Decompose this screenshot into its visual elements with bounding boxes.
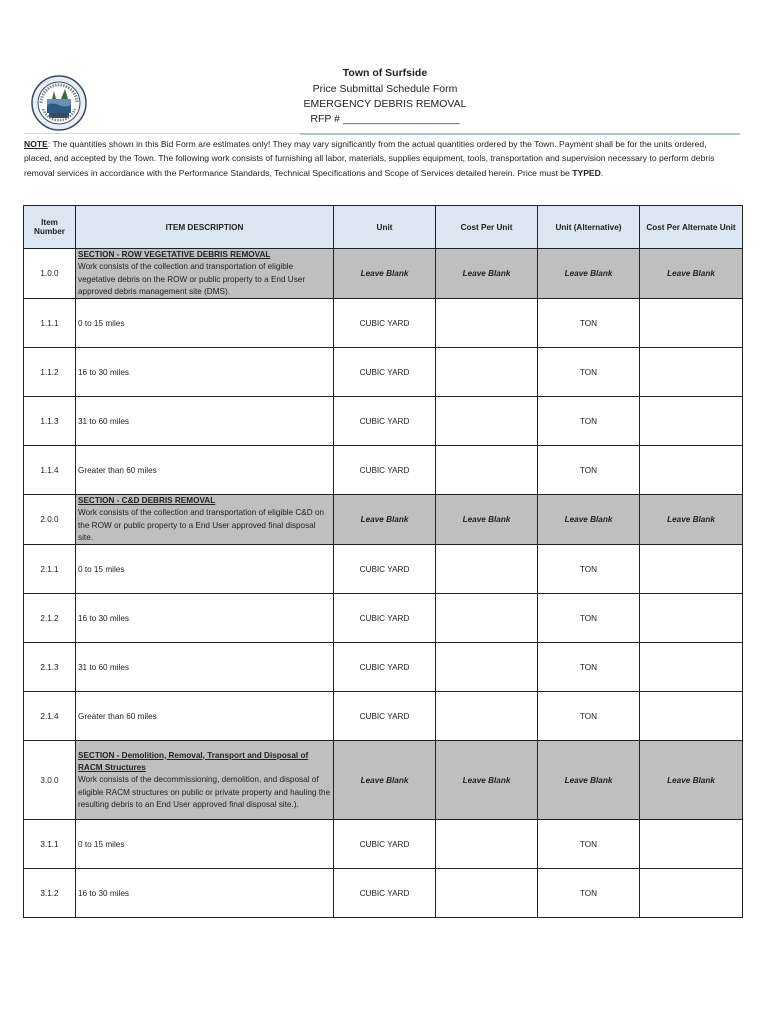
item-number: 3.1.1 — [24, 820, 76, 869]
section-body: Work consists of the collection and transportation of eligible C&D on the ROW or public property to a End User approved final disposal site. — [78, 508, 325, 543]
leave-blank-unit: Leave Blank — [334, 249, 436, 299]
item-description: 0 to 15 miles — [76, 820, 334, 869]
item-description: 0 to 15 miles — [76, 545, 334, 594]
table-row — [24, 820, 743, 869]
item-description: Greater than 60 miles — [76, 692, 334, 741]
unit-cell: CUBIC YARD — [334, 397, 436, 446]
section-body: Work consists of the decommissioning, demolition, and disposal of eligible RACM structures on public or private property and hauling the resulting debris to an End User approved final disposal site.). — [78, 775, 331, 809]
town-name: Town of Surfside — [342, 67, 428, 79]
cost-per-alt-input[interactable] — [640, 348, 743, 397]
header-item-number: Item Number — [24, 206, 76, 249]
unit-alt-cell: TON — [538, 643, 640, 692]
price-schedule-table — [23, 205, 743, 918]
section-title: SECTION - C&D DEBRIS REMOVAL — [78, 496, 216, 506]
item-number: 2.1.3 — [24, 643, 76, 692]
cost-per-unit-input[interactable] — [436, 348, 538, 397]
table-row — [24, 348, 743, 397]
unit-cell: CUBIC YARD — [334, 594, 436, 643]
cost-per-alt-input[interactable] — [640, 594, 743, 643]
cost-per-alt-input[interactable] — [640, 820, 743, 869]
unit-cell: CUBIC YARD — [334, 299, 436, 348]
item-number: 2.0.0 — [24, 495, 76, 545]
cost-per-alt-input[interactable] — [640, 397, 743, 446]
form-subtitle: EMERGENCY DEBRIS REMOVAL — [303, 98, 467, 110]
header-unit-alternative: Unit (Alternative) — [538, 206, 640, 249]
cost-per-unit-input[interactable] — [436, 397, 538, 446]
cost-per-alt-input[interactable] — [640, 692, 743, 741]
form-title: Price Submittal Schedule Form — [312, 83, 458, 95]
unit-cell: CUBIC YARD — [334, 643, 436, 692]
item-description: 16 to 30 miles — [76, 348, 334, 397]
leave-blank-cost: Leave Blank — [436, 741, 538, 820]
rfp-number: RFP # ____________________ — [310, 113, 460, 125]
leave-blank-unit-alt: Leave Blank — [538, 741, 640, 820]
unit-cell: CUBIC YARD — [334, 869, 436, 918]
unit-alt-cell: TON — [538, 594, 640, 643]
header-divider — [300, 133, 740, 135]
cost-per-unit-input[interactable] — [436, 594, 538, 643]
unit-alt-cell: TON — [538, 299, 640, 348]
table-row — [24, 299, 743, 348]
table-row — [24, 397, 743, 446]
item-number: 2.1.2 — [24, 594, 76, 643]
cost-per-unit-input[interactable] — [436, 643, 538, 692]
item-description: Greater than 60 miles — [76, 446, 334, 495]
table-row — [24, 643, 743, 692]
section-description — [76, 741, 334, 820]
header-description: ITEM DESCRIPTION — [76, 206, 334, 249]
header-cost-per-alternate-unit: Cost Per Alternate Unit — [640, 206, 743, 249]
cost-per-unit-input[interactable] — [436, 820, 538, 869]
cost-per-unit-input[interactable] — [436, 545, 538, 594]
item-description: 16 to 30 miles — [76, 594, 334, 643]
cost-per-alt-input[interactable] — [640, 643, 743, 692]
unit-alt-cell: TON — [538, 446, 640, 495]
cost-per-alt-input[interactable] — [640, 545, 743, 594]
table-row — [24, 594, 743, 643]
section-row — [24, 495, 743, 545]
cost-per-unit-input[interactable] — [436, 446, 538, 495]
cost-per-alt-input[interactable] — [640, 869, 743, 918]
leave-blank-unit-alt: Leave Blank — [538, 495, 640, 545]
unit-alt-cell: TON — [538, 869, 640, 918]
header-divider-left — [24, 133, 300, 134]
section-title: SECTION - Demolition, Removal, Transport and Disposal of RACM Structures — [78, 750, 309, 772]
table-row — [24, 545, 743, 594]
header-cost-per-unit: Cost Per Unit — [436, 206, 538, 249]
cost-per-unit-input[interactable] — [436, 299, 538, 348]
item-number: 1.1.1 — [24, 299, 76, 348]
item-description: 0 to 15 miles — [76, 299, 334, 348]
leave-blank-unit: Leave Blank — [334, 495, 436, 545]
unit-alt-cell: TON — [538, 397, 640, 446]
unit-cell: CUBIC YARD — [334, 446, 436, 495]
bid-note: NOTE: The quantities shown in this Bid Form are estimates only! They may vary significantly from the actual quantities ordered by the Town. Payment shall be for the units ordered, placed, and accepted by the Town. The following work consists of furnishing all labor, materials, supplies equipment, tools, transportation and supervision necessary to perform debris removal services in accordance with the Performance Standards, Technical Specifications and Scope of Services detailed herein. Price must be TYPED. — [24, 139, 715, 178]
leave-blank-unit-alt: Leave Blank — [538, 249, 640, 299]
unit-alt-cell: TON — [538, 348, 640, 397]
item-number: 2.1.1 — [24, 545, 76, 594]
item-number: 1.0.0 — [24, 249, 76, 299]
table-row — [24, 869, 743, 918]
leave-blank-unit: Leave Blank — [334, 741, 436, 820]
item-description: 31 to 60 miles — [76, 643, 334, 692]
item-number: 1.1.4 — [24, 446, 76, 495]
table-row — [24, 446, 743, 495]
section-row — [24, 741, 743, 820]
note-label: NOTE — [24, 139, 48, 149]
unit-alt-cell: TON — [538, 692, 640, 741]
leave-blank-cost-alt: Leave Blank — [640, 495, 743, 545]
leave-blank-cost-alt: Leave Blank — [640, 741, 743, 820]
section-title: SECTION - ROW VEGETATIVE DEBRIS REMOVAL — [78, 250, 271, 259]
item-number: 2.1.4 — [24, 692, 76, 741]
leave-blank-cost: Leave Blank — [436, 249, 538, 299]
table-row — [24, 692, 743, 741]
unit-cell: CUBIC YARD — [334, 692, 436, 741]
leave-blank-cost-alt: Leave Blank — [640, 249, 743, 299]
unit-alt-cell: TON — [538, 545, 640, 594]
town-seal-logo — [31, 75, 87, 131]
cost-per-alt-input[interactable] — [640, 446, 743, 495]
cost-per-alt-input[interactable] — [640, 299, 743, 348]
unit-cell: CUBIC YARD — [334, 545, 436, 594]
unit-alt-cell: TON — [538, 820, 640, 869]
item-description: 16 to 30 miles — [76, 869, 334, 918]
section-description — [76, 495, 334, 545]
item-number: 3.0.0 — [24, 741, 76, 820]
header-unit: Unit — [334, 206, 436, 249]
unit-cell: CUBIC YARD — [334, 348, 436, 397]
section-row — [24, 249, 743, 299]
section-body: Work consists of the collection and transportation of eligible vegetative debris on the ROW or public property to a End User approved debris management site (DMS). — [78, 262, 306, 296]
section-description — [76, 249, 334, 299]
item-number: 3.1.2 — [24, 869, 76, 918]
cost-per-unit-input[interactable] — [436, 692, 538, 741]
item-number: 1.1.2 — [24, 348, 76, 397]
leave-blank-cost: Leave Blank — [436, 495, 538, 545]
item-number: 1.1.3 — [24, 397, 76, 446]
unit-cell: CUBIC YARD — [334, 820, 436, 869]
cost-per-unit-input[interactable] — [436, 869, 538, 918]
item-description: 31 to 60 miles — [76, 397, 334, 446]
note-text: : The quantities shown in this Bid Form are estimates only! They may vary significantly from the actual quantities ordered by the Town. Payment shall be for the units ordered, placed, and accepted by the Town. The following work consists of furnishing all labor, materials, supplies equipment, tools, transportation and supervision necessary to perform debris removal services in accordance with the Performance Standards, Technical Specifications and Scope of Services detailed herein. Price must be — [24, 139, 715, 178]
note-typed: TYPED — [572, 167, 601, 178]
